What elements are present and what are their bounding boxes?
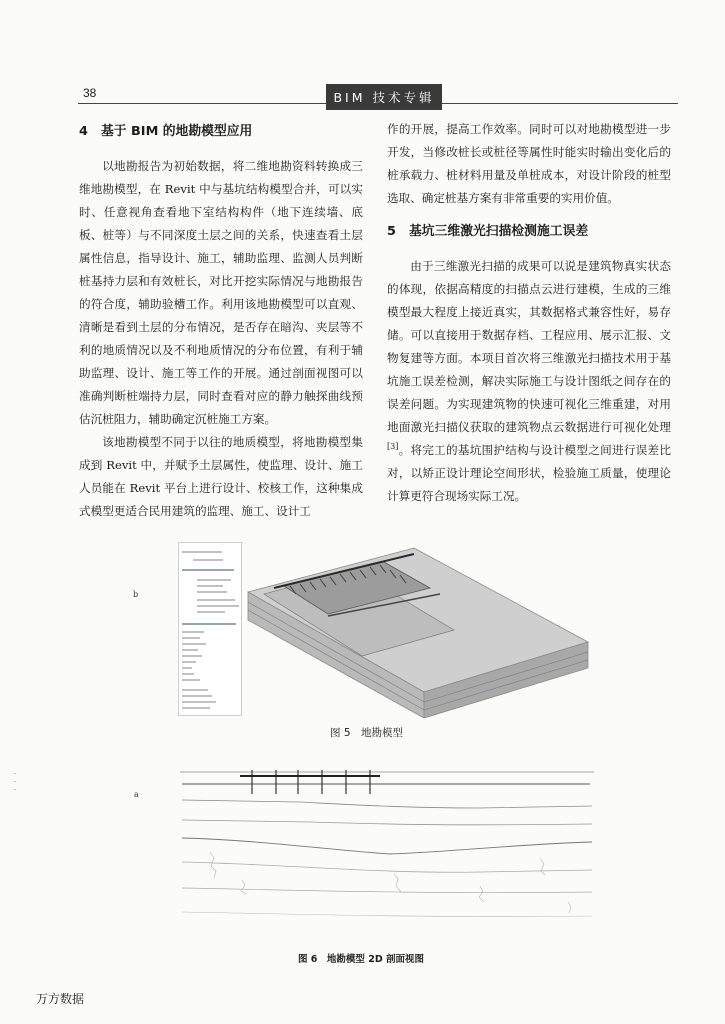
section-5-title (387, 222, 671, 242)
section-5-text-b: 。将完工的基坑围护结构与设计模型之间进行误差比对，以矫正设计理论空间形状，检验施工质量，使理论计算更符合现场实际工况。 (387, 443, 671, 503)
figure-5 (178, 542, 598, 722)
scan-specks: · · · (14, 770, 17, 794)
section-4-title (79, 122, 363, 142)
section-5-heading: 基坑三维激光扫描检测施工误差 (409, 224, 589, 239)
section-4-paragraph-2: 该地勘模型不同于以往的地质模型，将地勘模型集成到 Revit 中，并赋予土层属性，使监理、设计、施工人员能在 Revit 平台上进行设计、校核工作，这种集成式模型更适合民用建筑的监理、施工、设计工 (79, 435, 363, 518)
figure-6-caption: 图 6 地勘模型 2D 剖面视图 (298, 954, 425, 965)
figure-5-marker: b (133, 590, 139, 599)
section-4-heading: 基于 BIM 的地勘模型应用 (101, 124, 253, 139)
revit-properties-panel (178, 542, 242, 716)
section-5-paragraph-1 (387, 255, 671, 508)
right-column (387, 118, 671, 508)
left-column (79, 118, 363, 523)
section-4-paragraph-1: 以地勘报告为初始数据，将二维地勘资料转换成三维地勘模型，在 Revit 中与基坑结构模型合并，可以实时、任意视角查看地下室结构构件（地下连续墙、底板、桩等）与不同深度土层之间的关系，快速查看土层属性信息，指导设计、施工，辅助监理、监测人员判断桩基持力层和有效桩长，对比开挖实际情况与地勘报告的符合度，辅助验槽工作。利用该地勘模型可以直观、清晰是看到土层的分布情况，是否存在暗沟、夹层等不利的地质情况以及不利地质情况的分布位置，有利于辅助监理、设计、施工等工作的开展。通过剖面视图可以准确判断桩端持力层，同时查看对应的静力触探曲线预估沉桩阻力，辅助确定沉桩施工方案。 (79, 159, 363, 426)
section-4-paragraph-3: 作的开展，提高工作效率。同时可以对地勘模型进一步开发，当修改桩长或桩径等属性时能实时输出变化后的桩承载力、桩材料用量及单桩成本，对设计阶段的桩型选取、确定桩基方案有非常重要的实用价值。 (387, 122, 671, 205)
journal-banner: BIM 技术专辑 (326, 84, 442, 110)
footer-source: 万方数据 (36, 992, 85, 1006)
section-5-text-a: 由于三维激光扫描的成果可以说是建筑物真实状态的体现，依据高精度的扫描点云进行建模，生成的三维模型最大程度上接近真实，其数据格式兼容性好，易存储。可以直接用于数据存档、工程应用、展示汇报、文物复建等方面。本项目首次将三维激光扫描技术用于基坑施工误差检测，解决实际施工与设计图纸之间存在的误差问题。为实现建筑物的快速可视化三维重建，对用地面激光扫描仪获取的建筑物点云数据进行可视化处理 (387, 259, 671, 434)
section-4-number: 4 (79, 124, 88, 139)
figure-6-marker: a (134, 790, 139, 799)
citation-3: [3] (387, 442, 399, 452)
figure-5-caption: 图 5 地勘模型 (330, 727, 404, 739)
page-number: 38 (83, 86, 97, 100)
figure-6-section-view (180, 762, 594, 940)
section-5-number: 5 (387, 224, 396, 239)
geological-3d-model (244, 542, 590, 718)
